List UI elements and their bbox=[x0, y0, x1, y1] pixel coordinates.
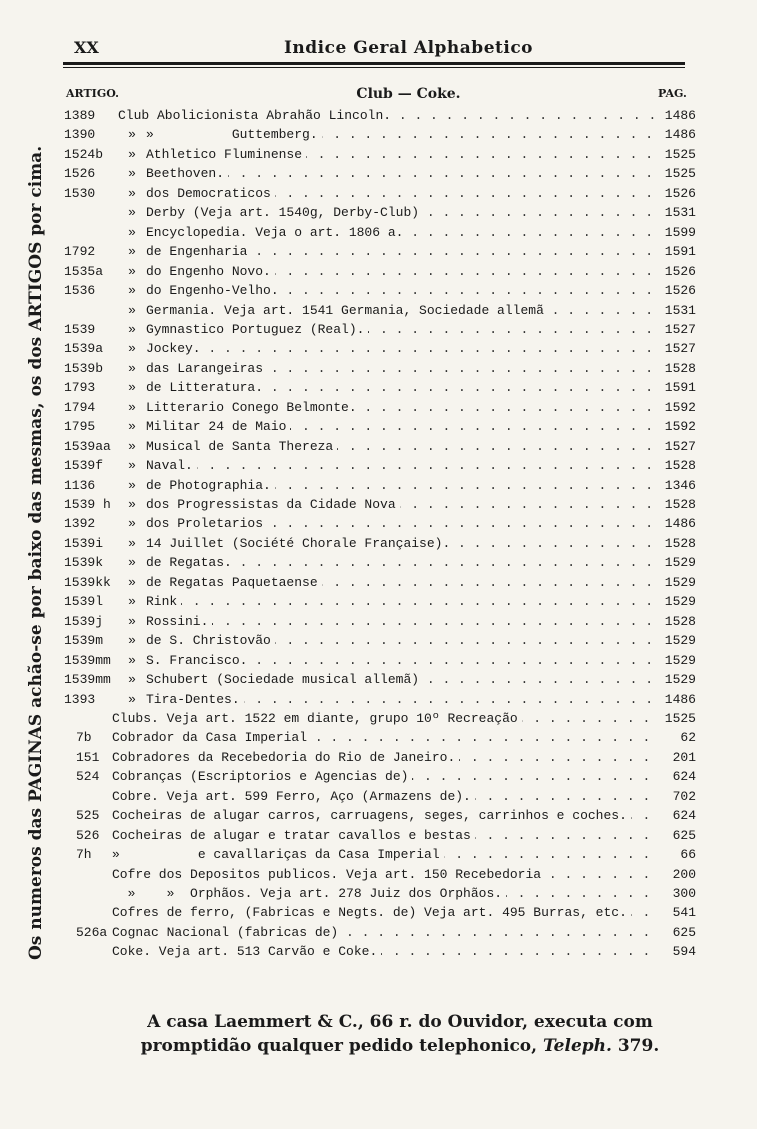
entry-ditto-mark: » bbox=[128, 263, 136, 279]
entry-article-number: 1539 h bbox=[64, 497, 111, 512]
entry-page-number: 1529 bbox=[664, 652, 696, 668]
entry-article-number: 1389 bbox=[64, 108, 96, 123]
entry-page-number: 1486 bbox=[664, 108, 696, 123]
footer-line-1: A casa Laemmert & C., 66 r. do Ouvidor, executa com bbox=[147, 1012, 653, 1032]
entry-page-number: 1528 bbox=[664, 458, 696, 474]
entry-page-number: 1526 bbox=[664, 263, 696, 279]
entry-ditto-mark: » bbox=[128, 574, 136, 590]
entry-page-number: 1528 bbox=[664, 613, 696, 629]
entry-description bbox=[146, 573, 659, 592]
index-entry-row bbox=[0, 534, 757, 553]
entry-article-number: 1535a bbox=[64, 263, 104, 279]
index-entry-row bbox=[0, 942, 757, 961]
entry-description-label: Cobranças (Escriptorios e Agencias de) bbox=[112, 769, 412, 784]
entry-description-label: » Guttemberg. bbox=[146, 127, 322, 142]
entry-page-number: 1528 bbox=[664, 360, 696, 376]
entry-description-label: » » Orphãos. Veja art. 278 Juiz dos Orphãos. bbox=[112, 886, 506, 901]
side-note: Os numeros das PAGINAS achão-se por baixo das mesmas, os dos ARTIGOS por cima. bbox=[26, 145, 46, 961]
entry-description-label: Cocheiras de alugar e tratar cavallos e bestas bbox=[112, 828, 475, 843]
entry-description bbox=[112, 923, 659, 942]
entry-description-label: Gymnastico Portuguez (Real). bbox=[146, 322, 368, 337]
entry-page-number: 1529 bbox=[664, 594, 696, 610]
footer-line-2 bbox=[60, 1034, 740, 1058]
entry-description-label: Musical de Santa Thereza bbox=[146, 439, 337, 454]
entry-article-number: 1539f bbox=[64, 458, 104, 474]
entry-article-number: 1392 bbox=[64, 516, 96, 532]
entry-page-number: 1529 bbox=[664, 672, 696, 688]
index-entry-row bbox=[0, 845, 757, 864]
entry-article-number: 1539 bbox=[64, 321, 96, 337]
footer-line-2-suffix: 379. bbox=[611, 1036, 660, 1056]
index-entry-row bbox=[0, 767, 757, 786]
entry-description bbox=[146, 670, 659, 689]
entry-page-number: 594 bbox=[672, 944, 696, 960]
index-entry-row bbox=[0, 320, 757, 339]
index-entry-row bbox=[0, 553, 757, 572]
entry-description-label: de Regatas Paquetaense bbox=[146, 575, 322, 590]
entry-article-number: 1539k bbox=[64, 555, 104, 571]
entry-ditto-mark: » bbox=[128, 360, 136, 376]
entry-description bbox=[146, 495, 659, 514]
entry-description-label: de Regatas. bbox=[146, 555, 236, 570]
entry-page-number: 1529 bbox=[664, 555, 696, 571]
entry-description-label: Litterario Conego Belmonte. bbox=[146, 400, 361, 415]
column-header-pag: PAG. bbox=[658, 87, 687, 100]
entry-description bbox=[146, 301, 659, 320]
entry-ditto-mark: » bbox=[128, 497, 136, 512]
index-entry-row bbox=[0, 806, 757, 825]
index-entry-row bbox=[0, 670, 757, 689]
entry-description-label: de S. Christovão bbox=[146, 633, 275, 648]
index-entry-row bbox=[0, 301, 757, 320]
entry-description bbox=[112, 903, 659, 922]
entry-page-number: 1531 bbox=[664, 302, 696, 318]
entry-description bbox=[146, 339, 659, 358]
entry-description bbox=[112, 806, 659, 825]
entry-page-number: 624 bbox=[672, 808, 696, 824]
index-entry-row bbox=[0, 631, 757, 650]
entry-article-number: 1539b bbox=[64, 360, 104, 376]
entry-description bbox=[146, 592, 659, 611]
index-entry-row bbox=[0, 125, 757, 144]
entry-description-label: do Engenho Novo. bbox=[146, 264, 275, 279]
entry-ditto-mark: » bbox=[128, 205, 136, 221]
entry-ditto-mark: » bbox=[128, 419, 136, 435]
index-entry-row bbox=[0, 262, 757, 281]
entry-description-label: Beethoven. bbox=[146, 166, 228, 181]
index-entry-row bbox=[0, 612, 757, 631]
entry-description-label: dos Democraticos bbox=[146, 186, 275, 201]
entry-ditto-mark: » bbox=[128, 438, 136, 454]
entry-page-number: 201 bbox=[672, 749, 696, 765]
entry-page-number: 625 bbox=[672, 827, 696, 843]
index-entry-row bbox=[0, 476, 757, 495]
entry-article-number: 151 bbox=[76, 749, 100, 765]
entry-page-number: 1527 bbox=[664, 321, 696, 337]
entry-page-number: 541 bbox=[672, 905, 696, 921]
index-entry-row bbox=[0, 495, 757, 514]
entry-description bbox=[112, 845, 659, 864]
index-entry-row bbox=[0, 690, 757, 709]
entry-description-label: Coke. Veja art. 513 Carvão e Coke. bbox=[112, 944, 381, 959]
index-entry-row bbox=[0, 592, 757, 611]
entry-description-label: Encyclopedia. Veja o art. 1806 a. bbox=[146, 225, 407, 240]
footer-advert bbox=[60, 1010, 740, 1058]
entry-description bbox=[146, 184, 659, 203]
entry-description bbox=[146, 242, 659, 261]
index-entry-row bbox=[0, 378, 757, 397]
index-entry-row bbox=[0, 826, 757, 845]
entry-description-label: S. Francisco. bbox=[146, 653, 251, 668]
entry-description bbox=[146, 125, 659, 144]
entry-page-number: 1486 bbox=[664, 516, 696, 532]
entry-page-number: 1599 bbox=[664, 224, 696, 240]
entry-article-number: 1539a bbox=[64, 341, 104, 357]
entry-description bbox=[146, 398, 659, 417]
entry-article-number: 1539aa bbox=[64, 438, 111, 454]
entry-description bbox=[146, 651, 659, 670]
entry-article-number: 1536 bbox=[64, 283, 96, 299]
entry-description bbox=[146, 223, 659, 242]
index-entry-row bbox=[0, 787, 757, 806]
entry-page-number: 66 bbox=[680, 847, 696, 863]
index-entry-row bbox=[0, 203, 757, 222]
index-entry-row bbox=[0, 923, 757, 942]
entry-ditto-mark: » bbox=[128, 283, 136, 299]
index-entry-row bbox=[0, 223, 757, 242]
entry-ditto-mark: » bbox=[128, 146, 136, 162]
entry-description-label: Germania. Veja art. 1541 Germania, Sociedade allemã bbox=[146, 303, 548, 318]
entry-article-number: 1794 bbox=[64, 399, 96, 415]
entry-page-number: 1527 bbox=[664, 341, 696, 357]
entry-description-label: Militar 24 de Maio bbox=[146, 419, 290, 434]
entry-description-label: Clubs. Veja art. 1522 em diante, grupo 10º Recreação bbox=[112, 711, 522, 726]
entry-page-number: 300 bbox=[672, 886, 696, 901]
entry-page-number: 1591 bbox=[664, 380, 696, 396]
entry-ditto-mark: » bbox=[128, 633, 136, 649]
entry-article-number: 1795 bbox=[64, 419, 96, 435]
entry-ditto-mark: » bbox=[128, 672, 136, 688]
entry-ditto-mark: » bbox=[128, 166, 136, 182]
index-entry-row bbox=[0, 106, 757, 125]
entry-article-number: 1792 bbox=[64, 244, 96, 260]
entry-description bbox=[146, 378, 659, 397]
entry-article-number: 7b bbox=[76, 730, 92, 746]
entry-description bbox=[112, 748, 659, 767]
entry-article-number: 1539i bbox=[64, 535, 104, 551]
entry-article-number: 1390 bbox=[64, 127, 96, 143]
index-entry-row bbox=[0, 145, 757, 164]
entry-ditto-mark: » bbox=[128, 321, 136, 337]
entry-article-number: 1136 bbox=[64, 477, 96, 493]
entry-description bbox=[146, 417, 659, 436]
index-entry-row bbox=[0, 242, 757, 261]
entry-ditto-mark: » bbox=[128, 185, 136, 201]
entry-article-number: 7h bbox=[76, 847, 92, 863]
entry-description-label: Cobradores da Recebedoria do Rio de Janeiro. bbox=[112, 750, 459, 765]
entry-description bbox=[146, 690, 659, 709]
entry-description bbox=[112, 865, 659, 884]
entry-description bbox=[146, 320, 659, 339]
entry-ditto-mark: » bbox=[128, 594, 136, 610]
index-entry-row bbox=[0, 514, 757, 533]
entry-ditto-mark: » bbox=[128, 341, 136, 357]
footer-line-2-prefix: promptidão qualquer pedido telephonico, bbox=[140, 1036, 543, 1056]
index-entry-row bbox=[0, 903, 757, 922]
entry-article-number: 1539j bbox=[64, 613, 104, 629]
entry-page-number: 1525 bbox=[664, 166, 696, 182]
entry-page-number: 1529 bbox=[664, 574, 696, 590]
entry-description bbox=[146, 281, 659, 300]
page-number: XX bbox=[74, 38, 99, 57]
entry-description-label: Derby (Veja art. 1540g, Derby-Club) bbox=[146, 205, 423, 220]
entry-description-label: » e cavallariças da Casa Imperial bbox=[112, 847, 444, 862]
index-entry-row bbox=[0, 164, 757, 183]
entry-ditto-mark: » bbox=[128, 613, 136, 629]
entry-description-label: Naval. bbox=[146, 458, 197, 473]
entry-article-number: 1539l bbox=[64, 594, 104, 610]
entry-description bbox=[146, 262, 659, 281]
entry-page-number: 1529 bbox=[664, 633, 696, 649]
entry-description-label: Jockey. bbox=[146, 341, 205, 356]
top-rule-thick bbox=[63, 62, 685, 65]
entry-description bbox=[146, 359, 659, 378]
index-entry-row bbox=[0, 359, 757, 378]
entry-description-label: Club Abolicionista Abrahão Lincoln. bbox=[118, 108, 395, 123]
entry-description-label: dos Progressistas da Cidade Nova bbox=[146, 497, 400, 512]
entry-page-number: 62 bbox=[680, 730, 696, 746]
entry-page-number: 1592 bbox=[664, 419, 696, 435]
section-heading: Club — Coke. bbox=[356, 86, 461, 102]
index-entry-row bbox=[0, 865, 757, 884]
entry-description bbox=[146, 534, 659, 553]
entry-page-number: 1486 bbox=[664, 691, 696, 707]
entry-description bbox=[112, 942, 659, 961]
entry-page-number: 1528 bbox=[664, 535, 696, 551]
entry-description-label: 14 Juillet (Société Chorale Française). bbox=[146, 536, 454, 551]
entry-ditto-mark: » bbox=[128, 458, 136, 474]
entry-article-number: 524 bbox=[76, 769, 100, 785]
entry-description bbox=[112, 728, 659, 747]
entry-ditto-mark: » bbox=[128, 224, 136, 240]
index-entry-row bbox=[0, 709, 757, 728]
entry-article-number: 1539mm bbox=[64, 672, 111, 688]
entry-description bbox=[146, 164, 659, 183]
index-entry-row bbox=[0, 281, 757, 300]
entry-description-label: Rink bbox=[146, 594, 181, 609]
entry-description bbox=[146, 437, 659, 456]
entry-article-number: 1539kk bbox=[64, 574, 111, 590]
entry-article-number: 526 bbox=[76, 827, 100, 843]
page-title: Indice Geral Alphabetico bbox=[283, 38, 534, 58]
entry-article-number: 525 bbox=[76, 808, 100, 824]
entry-page-number: 1531 bbox=[664, 205, 696, 221]
entry-description-label: Cobre. Veja art. 599 Ferro, Aço (Armazens de). bbox=[112, 789, 475, 804]
entry-description bbox=[112, 787, 659, 806]
entry-article-number: 526a bbox=[76, 924, 108, 940]
entry-description bbox=[146, 553, 659, 572]
entry-description-label: dos Proletarios bbox=[146, 516, 267, 531]
entry-page-number: 1526 bbox=[664, 185, 696, 201]
entry-description-label: Cobrador da Casa Imperial bbox=[112, 730, 311, 745]
entry-article-number: 1539m bbox=[64, 633, 104, 649]
index-entry-row bbox=[0, 456, 757, 475]
entry-page-number: 1486 bbox=[664, 127, 696, 143]
entry-description-label: Athletico Fluminense bbox=[146, 147, 306, 162]
entry-description-label: de Litteratura. bbox=[146, 380, 267, 395]
entry-description bbox=[112, 884, 659, 903]
index-entry-row bbox=[0, 184, 757, 203]
entry-ditto-mark: » bbox=[128, 691, 136, 707]
entry-ditto-mark: » bbox=[128, 477, 136, 493]
index-entry-row bbox=[0, 398, 757, 417]
entry-article-number: 1793 bbox=[64, 380, 96, 396]
entry-ditto-mark: » bbox=[128, 652, 136, 668]
index-entry-row bbox=[0, 437, 757, 456]
entry-description-label: Rossini. bbox=[146, 614, 212, 629]
entry-page-number: 702 bbox=[672, 788, 696, 804]
entry-page-number: 1592 bbox=[664, 399, 696, 415]
column-header-artigo: ARTIGO. bbox=[66, 87, 119, 100]
entry-page-number: 1526 bbox=[664, 283, 696, 299]
entry-description-label: Schubert (Sociedade musical allemã) bbox=[146, 672, 423, 687]
entry-ditto-mark: » bbox=[128, 535, 136, 551]
entry-description-label: de Photographia. bbox=[146, 478, 275, 493]
entry-page-number: 1346 bbox=[664, 477, 696, 493]
entry-page-number: 1528 bbox=[664, 497, 696, 512]
entry-description bbox=[112, 826, 659, 845]
entry-ditto-mark: » bbox=[128, 127, 136, 143]
entry-page-number: 1527 bbox=[664, 438, 696, 454]
entry-ditto-mark: » bbox=[128, 516, 136, 532]
index-entry-row bbox=[0, 651, 757, 670]
entry-article-number: 1393 bbox=[64, 691, 96, 707]
entry-description bbox=[146, 203, 659, 222]
entry-description bbox=[146, 476, 659, 495]
entry-description bbox=[146, 514, 659, 533]
entry-page-number: 1525 bbox=[664, 146, 696, 162]
entry-description bbox=[146, 456, 659, 475]
entry-description-label: Tira-Dentes. bbox=[146, 692, 244, 707]
entry-article-number: 1539mm bbox=[64, 652, 111, 668]
entry-page-number: 1591 bbox=[664, 244, 696, 260]
entry-description-label: Cognac Nacional (fabricas de) bbox=[112, 925, 342, 940]
entry-description-label: Cocheiras de alugar carros, carruagens, seges, carrinhos e coches. bbox=[112, 808, 631, 823]
entry-description bbox=[146, 612, 659, 631]
entry-article-number: 1530 bbox=[64, 185, 96, 201]
entry-article-number: 1524b bbox=[64, 146, 104, 162]
index-entry-row bbox=[0, 573, 757, 592]
index-entry-row bbox=[0, 417, 757, 436]
entry-description bbox=[146, 145, 659, 164]
entry-description-label: Cofres de ferro, (Fabricas e Negts. de) Veja art. 495 Burras, etc. bbox=[112, 905, 631, 920]
index-entry-row bbox=[0, 728, 757, 747]
entry-ditto-mark: » bbox=[128, 244, 136, 260]
entry-description bbox=[118, 106, 659, 125]
entry-ditto-mark: » bbox=[128, 555, 136, 571]
entry-ditto-mark: » bbox=[128, 380, 136, 396]
entry-description bbox=[112, 709, 659, 728]
entry-description bbox=[146, 631, 659, 650]
top-rule-thin bbox=[63, 67, 685, 68]
entry-page-number: 624 bbox=[672, 769, 696, 785]
entry-ditto-mark: » bbox=[128, 399, 136, 415]
entry-description bbox=[112, 767, 659, 786]
entry-description-label: das Larangeiras bbox=[146, 361, 267, 376]
footer-line-2-italic: Teleph. bbox=[542, 1036, 612, 1056]
entry-page-number: 625 bbox=[672, 924, 696, 940]
index-entry-row bbox=[0, 748, 757, 767]
entry-description-label: Cofre dos Depositos publicos. Veja art. 150 Recebedoria bbox=[112, 867, 545, 882]
entry-description-label: de Engenharia bbox=[146, 244, 251, 259]
entry-article-number: 1526 bbox=[64, 166, 96, 182]
index-entry-row bbox=[0, 339, 757, 358]
entry-page-number: 200 bbox=[672, 866, 696, 882]
entry-page-number: 1525 bbox=[664, 710, 696, 726]
index-entry-row bbox=[0, 884, 757, 903]
entry-ditto-mark: » bbox=[128, 302, 136, 318]
entry-description-label: do Engenho-Velho. bbox=[146, 283, 283, 298]
